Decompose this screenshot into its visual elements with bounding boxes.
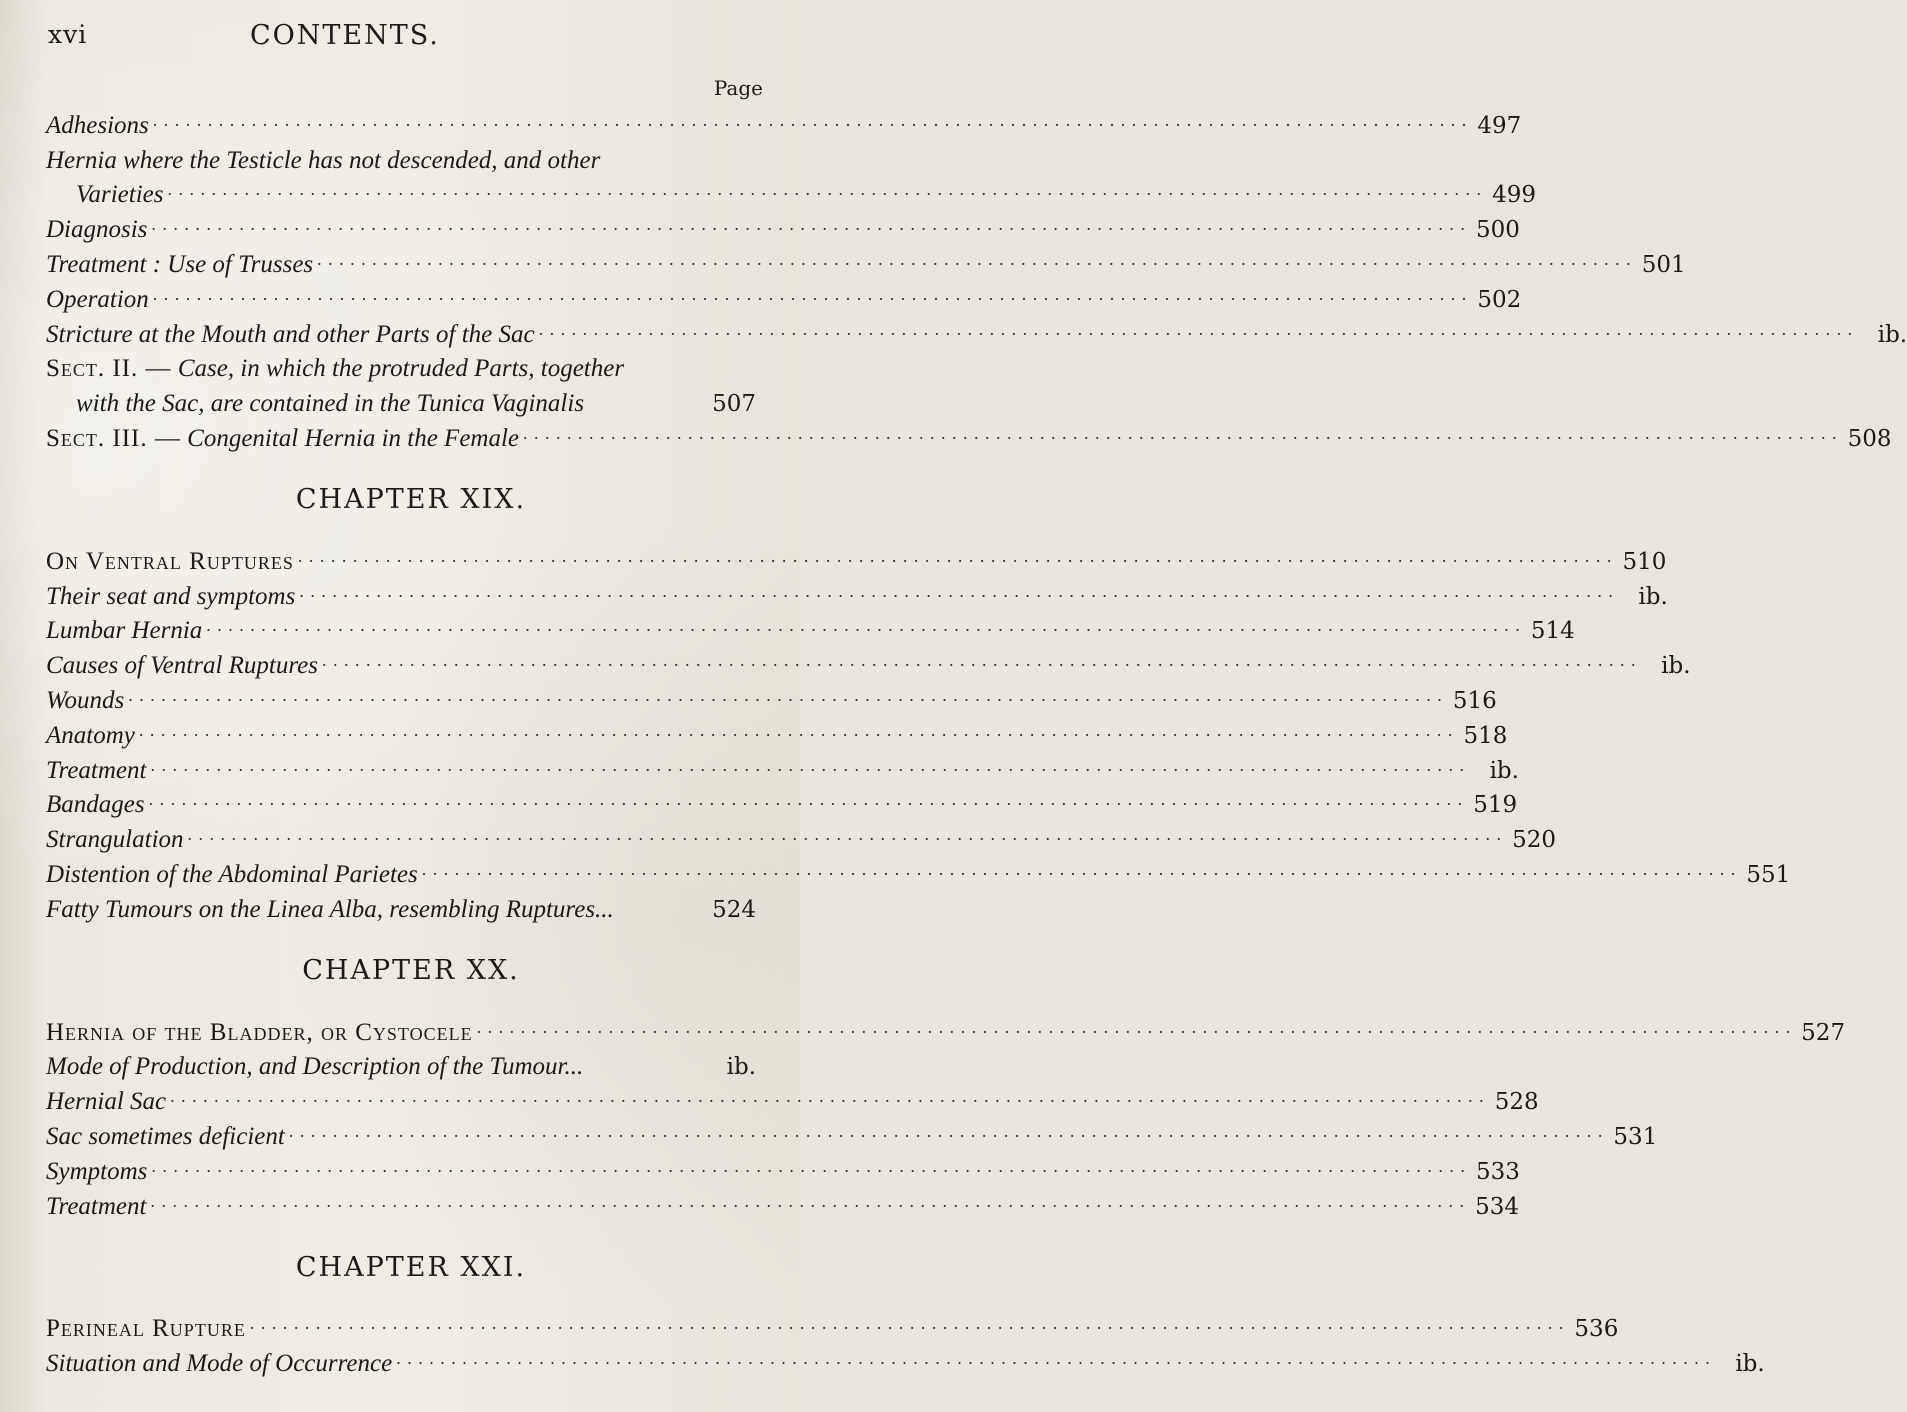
entry-title-text: Bandages	[46, 791, 145, 819]
dot-leader: . . . . . . . . . . . . . . . . . . . . . . . . . . . . . . . . . . . . . . . . . . . . . . . . . . . . . . . . . . . . . . . . . . . . . . . . . . . . . . . . . . . . . . . . . . . . . . . . . . . . . . . . . . . . . . . . . . . . . . . .	[152, 283, 1468, 304]
dot-leader: . . . . . . . . . . . . . . . . . . . . . . . . . . . . . . . . . . . . . . . . . . . . . . . . . . . . . . . . . . . . . . . . . . . . . . . . . . . . . . . . . . . . . . . . . . . . . . . . . . . . . . . . . . . . . . . . . . . . . . . .	[151, 214, 1466, 235]
entry-title-text: Lumbar Hernia	[46, 617, 203, 645]
entry-title	[46, 178, 164, 212]
entry-title-text: Stricture at the Mouth and other Parts of the Sac	[46, 320, 535, 348]
toc-entry	[46, 892, 756, 927]
entry-title-text: Adhesions	[46, 111, 149, 139]
page-number: 519	[1473, 792, 1518, 819]
running-head-title: CONTENTS.	[250, 20, 440, 51]
dot-leader: . . . . . . . . . . . . . . . . . . . . . . . . . . . . . . . . . . . . . . . . . . . . . . . . . . . . . . . . . . . . . . . . . . . . . . . . . . . . . . . . . . . . . . . . . . . . . . . . . . . . . . . . . . . . . . . . . . . . . . . .	[138, 719, 1454, 740]
page-number: 502	[1477, 286, 1522, 313]
dot-leader: . . . . . . . . . . . . . . . . . . . . . . . . . . . . . . . . . . . . . . . . . . . . . . . . . . . . . . . . . . . . . . . . . . . . . . . . . . . . . . . . . . . . . . . . . . . . . . . . . . . . . . . . . . . . . . . . . . . . . . . .	[151, 1155, 1466, 1176]
entry-title-text: Distention of the Abdominal Parietes	[46, 860, 418, 888]
entry-title-text: Symptoms	[46, 1157, 148, 1185]
entry-title	[46, 387, 584, 421]
entry-title	[46, 614, 202, 648]
dot-leader: . . . . . . . . . . . . . . . . . . . . . . . . . . . . . . . . . . . . . . . . . . . . . . . . . . . . . . . . . . . . . . . . . . . . . . . . . . . . . . . . . . . . . . . . . . . . . . . . . . . . . . . . . . . . . . . . . . . . . . . .	[421, 858, 1737, 879]
toc-entry	[46, 1015, 1846, 1050]
entry-title	[46, 1155, 147, 1189]
dot-leader: . . . . . . . . . . . . . . . . . . . . . . . . . . . . . . . . . . . . . . . . . . . . . . . . . . . . . . . . . . . . . . . . . . . . . . . . . . . . . . . . . . . . . . . . . . . . . . . . . . . . . . . . . . . . . . . . . . . . . . . .	[150, 1190, 1465, 1211]
page-column-label: Page	[713, 76, 763, 100]
entry-title	[46, 1085, 166, 1119]
entry-title	[46, 283, 149, 317]
toc-entry	[46, 108, 1522, 143]
entry-title	[46, 1347, 392, 1381]
entry-title-text: Mode of Production, and Description of the Tumour...	[46, 1053, 584, 1081]
entry-title	[46, 318, 535, 352]
entry-title	[46, 545, 294, 579]
dot-leader: . . . . . . . . . . . . . . . . . . . . . . . . . . . . . . . . . . . . . . . . . . . . . . . . . . . . . . . . . . . . . . . . . . . . . . . . . . . . . . . . . . . . . . . . . . . . . . . . . . . . . . . . . . . . . . . . . . . . . . . .	[152, 109, 1468, 130]
entry-title	[46, 754, 146, 788]
entry-title	[46, 788, 145, 822]
chapter-heading: CHAPTER XXI.	[295, 1252, 527, 1284]
page-number: 533	[1475, 1158, 1520, 1185]
page-number: 500	[1476, 217, 1520, 244]
entry-title-text: Operation	[46, 285, 149, 313]
chapter-heading: CHAPTER XIX.	[295, 484, 527, 516]
page-number: ib.	[1877, 321, 1907, 348]
entry-title-text: Fatty Tumours on the Linea Alba, resembling Ruptures...	[46, 895, 614, 923]
entry-title-smallcaps: Perineal Rupture	[46, 1315, 246, 1343]
dot-leader: . . . . . . . . . . . . . . . . . . . . . . . . . . . . . . . . . . . . . . . . . . . . . . . . . . . . . . . . . . . . . . . . . . . . . . . . . . . . . . . . . . . . . . . . . . . . . . . . . . . . . . . . . . . . . . . . . . . . . . . .	[523, 422, 1838, 443]
page-number: 520	[1512, 827, 1557, 854]
entry-title	[46, 352, 624, 386]
dot-leader: . . . . . . . . . . . . . . . . . . . . . . . . . . . . . . . . . . . . . . . . . . . . . . . . . . . . . . . . . . . . . . . . . . . . . . . . . . . . . . . . . . . . . . . . . . . . . . . . . . . . . . . . . . . . . . . . . . . . . . . .	[187, 824, 1503, 845]
dot-leader: . . . . . . . . . . . . . . . . . . . . . . . . . . . . . . . . . . . . . . . . . . . . . . . . . . . . . . . . . . . . . . . . . . . . . . . . . . . . . . . . . . . . . . . . . . . . . . . . . . . . . . . . . . . . . . . . . . . . . . . .	[170, 1086, 1485, 1107]
entry-title	[46, 1190, 146, 1224]
page-number: 507	[712, 391, 756, 418]
toc-entry	[46, 1189, 1519, 1224]
page-number: 508	[1847, 425, 1892, 452]
page-number: 534	[1475, 1193, 1519, 1220]
dot-leader: . . . . . . . . . . . . . . . . . . . . . . . . . . . . . . . . . . . . . . . . . . . . . . . . . . . . . . . . . . . . . . . . . . . . . . . . . . . . . . . . . . . . . . . . . . . . . . . . . . . . . . . . . . . . . . . . . . . . . . . .	[476, 1016, 1792, 1037]
entry-title	[46, 213, 147, 247]
page-number: 497	[1477, 112, 1522, 139]
dot-leader: . . . . . . . . . . . . . . . . . . . . . . . . . . . . . . . . . . . . . . . . . . . . . . . . . . . . . . . . . . . . . . . . . . . . . . . . . . . . . . . . . . . . . . . . . . . . . . . . . . . . . . . . . . . . . . . . . . . . . . . .	[297, 545, 1613, 566]
entry-title	[46, 1312, 246, 1346]
entry-title-text: Sac sometimes deficient	[46, 1122, 285, 1150]
dot-leader: . . . . . . . . . . . . . . . . . . . . . . . . . . . . . . . . . . . . . . . . . . . . . . . . . . . . . . . . . . . . . . . . . . . . . . . . . . . . . . . . . . . . . . . . . . . . . . . . . . . . . . . . . . . . . . . . . . . . . . . .	[148, 789, 1464, 810]
page-number: 499	[1492, 182, 1536, 209]
entry-title-text: Treatment	[46, 1192, 147, 1220]
dot-leader: . . . . . . . . . . . . . . . . . . . . . . . . . . . . . . . . . . . . . . . . . . . . . . . . . . . . . . . . . . . . . . . . . . . . . . . . . . . . . . . . . . . . . . . . . . . . . . . . . . . . . . . . . . . . . . . . . . . . . . . .	[128, 684, 1443, 705]
page-number: ib.	[1661, 653, 1691, 680]
page-number: 536	[1574, 1316, 1619, 1343]
entry-title-text: Congenital Hernia in the Female	[187, 424, 520, 452]
entry-title-text: Hernia where the Testicle has not descended, and other	[46, 146, 601, 174]
page-number: 527	[1801, 1019, 1846, 1046]
dot-leader: . . . . . . . . . . . . . . . . . . . . . . . . . . . . . . . . . . . . . . . . . . . . . . . . . . . . . . . . . . . . . . . . . . . . . . . . . . . . . . . . . . . . . . . . . . . . . . . . . . . . . . . . . . . . . . . . . . . . . . . .	[317, 248, 1632, 269]
entry-title-text: Strangulation	[46, 826, 184, 854]
entry-title	[46, 1016, 473, 1050]
entry-title	[46, 422, 519, 456]
running-head	[0, 12, 800, 52]
entry-title-text: Causes of Ventral Ruptures	[46, 652, 318, 680]
dot-leader: . . . . . . . . . . . . . . . . . . . . . . . . . . . . . . . . . . . . . . . . . . . . . . . . . . . . . . . . . . . . . . . . . . . . . . . . . . . . . . . . . . . . . . . . . . . . . . . . . . . . . . . . . . . . . . . . . . . . . . . .	[249, 1313, 1565, 1334]
dot-leader: . . . . . . . . . . . . . . . . . . . . . . . . . . . . . . . . . . . . . . . . . . . . . . . . . . . . . . . . . . . . . . . . . . . . . . . . . . . . . . . . . . . . . . . . . . . . . . . . . . . . . . . . . . . . . . . . . . . . . . . .	[206, 615, 1521, 636]
entry-title-text: Treatment : Use of Trusses	[46, 250, 314, 278]
entry-title-text: Case, in which the protruded Parts, together	[177, 355, 625, 383]
dot-leader: . . . . . . . . . . . . . . . . . . . . . . . . . . . . . . . . . . . . . . . . . . . . . . . . . . . . . . . . . . . . . . . . . . . . . . . . . . . . . . . . . . . . . . . . . . . . . . . . . . . . . . . . . . . . . . . . . . . . . . . .	[167, 179, 1482, 200]
page-number: 510	[1622, 548, 1667, 575]
entry-title-smallcaps: On Ventral Ruptures	[46, 547, 294, 575]
contents-list	[46, 108, 1907, 1381]
page-number: 524	[712, 896, 756, 923]
section-prefix: Sect. II. —	[46, 355, 172, 383]
dot-leader: . . . . . . . . . . . . . . . . . . . . . . . . . . . . . . . . . . . . . . . . . . . . . . . . . . . . . . . . . . . . . . . . . . . . . . . . . . . . . . . . . . . . . . . . . . . . . . . . . . . . . . . . . . . . . . . . . . . . . . . .	[299, 580, 1614, 601]
entry-title-text: Hernial Sac	[46, 1088, 167, 1116]
chapter-heading: CHAPTER XX.	[302, 955, 520, 987]
entry-title-text: Anatomy	[46, 721, 135, 749]
page-number: ib.	[726, 1054, 756, 1081]
section-prefix: Sect. III. —	[46, 424, 181, 452]
entry-title-text: with the Sac, are contained in the Tunica Vaginalis	[76, 390, 585, 418]
page-number: 516	[1452, 687, 1497, 714]
page-number: 518	[1463, 722, 1508, 749]
toc-entry	[46, 857, 1791, 892]
dot-leader: . . . . . . . . . . . . . . . . . . . . . . . . . . . . . . . . . . . . . . . . . . . . . . . . . . . . . . . . . . . . . . . . . . . . . . . . . . . . . . . . . . . . . . . . . . . . . . . . . . . . . . . . . . . . . . . . . . . . . . . .	[396, 1348, 1711, 1369]
page-number: 501	[1641, 251, 1686, 278]
toc-entry	[46, 1346, 1765, 1381]
page-number: 514	[1530, 618, 1575, 645]
entry-title-text: Their seat and symptoms	[46, 582, 296, 610]
entry-title	[46, 684, 124, 718]
entry-title	[46, 893, 614, 927]
entry-title	[46, 719, 135, 753]
toc-entry	[46, 317, 1907, 352]
entry-title-text: Situation and Mode of Occurrence	[46, 1350, 393, 1378]
page-number: 528	[1494, 1089, 1539, 1116]
entry-title-text: Treatment	[46, 756, 147, 784]
dot-leader: . . . . . . . . . . . . . . . . . . . . . . . . . . . . . . . . . . . . . . . . . . . . . . . . . . . . . . . . . . . . . . . . . . . . . . . . . . . . . . . . . . . . . . . . . . . . . . . . . . . . . . . . . . . . . . . . . . . . . . . .	[538, 318, 1854, 339]
page-number: 531	[1613, 1123, 1658, 1150]
entry-title-text: Wounds	[46, 686, 125, 714]
entry-title-smallcaps: Hernia of the Bladder, or Cystocele	[46, 1018, 473, 1046]
entry-title	[46, 109, 149, 143]
page-number: 551	[1746, 861, 1791, 888]
toc-entry	[46, 421, 1892, 456]
toc-entry	[46, 352, 756, 387]
entry-title-text: Varieties	[76, 181, 164, 209]
entry-title	[46, 823, 184, 857]
page-number: ib.	[1489, 757, 1519, 784]
dot-leader: . . . . . . . . . . . . . . . . . . . . . . . . . . . . . . . . . . . . . . . . . . . . . . . . . . . . . . . . . . . . . . . . . . . . . . . . . . . . . . . . . . . . . . . . . . . . . . . . . . . . . . . . . . . . . . . . . . . . . . . .	[322, 650, 1637, 671]
page-number: ib.	[1638, 583, 1668, 610]
dot-leader: . . . . . . . . . . . . . . . . . . . . . . . . . . . . . . . . . . . . . . . . . . . . . . . . . . . . . . . . . . . . . . . . . . . . . . . . . . . . . . . . . . . . . . . . . . . . . . . . . . . . . . . . . . . . . . . . . . . . . . . .	[150, 754, 1465, 775]
entry-title	[46, 858, 418, 892]
entry-title-text: Diagnosis	[46, 216, 148, 244]
dot-leader: . . . . . . . . . . . . . . . . . . . . . . . . . . . . . . . . . . . . . . . . . . . . . . . . . . . . . . . . . . . . . . . . . . . . . . . . . . . . . . . . . . . . . . . . . . . . . . . . . . . . . . . . . . . . . . . . . . . . . . . .	[288, 1120, 1604, 1141]
folio: xvi	[48, 20, 88, 49]
page-number: ib.	[1735, 1351, 1765, 1378]
